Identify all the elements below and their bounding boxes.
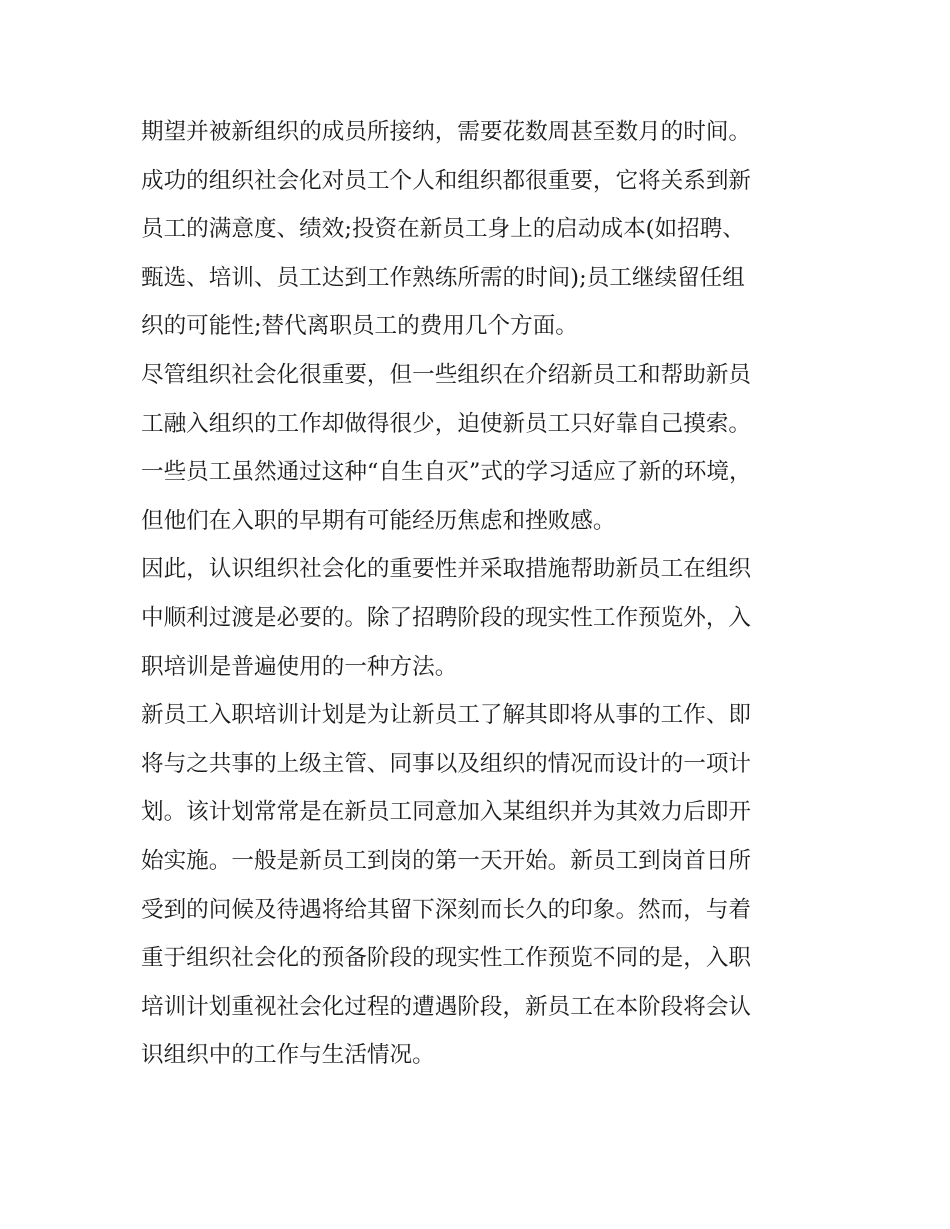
text-line: 培训计划重视社会化过程的遭遇阶段，新员工在本阶段将会认 (141, 993, 752, 1020)
text-line: 划。该计划常常是在新员工同意加入某组织并为其效力后即开 (141, 799, 752, 826)
text-line: 甄选、培训、员工达到工作熟练所需的时间);员工继续留任组 (141, 264, 745, 291)
text-line: 识组织中的工作与生活情况。 (141, 1042, 435, 1069)
text-line: 但他们在入职的早期有可能经历焦虑和挫败感。 (141, 507, 616, 534)
text-line: 职培训是普遍使用的一种方法。 (141, 653, 458, 680)
document-body (141, 108, 816, 1080)
text-line: 将与之共事的上级主管、同事以及组织的情况而设计的一项计 (141, 750, 752, 777)
text-line: 因此，认识组织社会化的重要性并采取措施帮助新员工在组织 (141, 556, 752, 583)
text-line: 尽管组织社会化很重要，但一些组织在介绍新员工和帮助新员 (141, 361, 752, 388)
text-line: 一些员工虽然通过这种“自生自灭”式的学习适应了新的环境， (141, 459, 752, 486)
text-line: 始实施。一般是新员工到岗的第一天开始。新员工到岗首日所 (141, 847, 752, 874)
text-line: 中顺利过渡是必要的。除了招聘阶段的现实性工作预览外，入 (141, 604, 752, 631)
text-line: 期望并被新组织的成员所接纳，需要花数周甚至数月的时间。 (141, 119, 752, 145)
text-line: 工融入组织的工作却做得很少，迫使新员工只好靠自己摸索。 (141, 410, 752, 437)
text-line: 员工的满意度、绩效;投资在新员工身上的启动成本(如招聘、 (141, 216, 745, 243)
text-line: 织的可能性;替代离职员工的费用几个方面。 (141, 313, 578, 340)
text-line: 新员工入职培训计划是为让新员工了解其即将从事的工作、即 (141, 702, 752, 729)
text-line: 受到的问候及待遇将给其留下深刻而长久的印象。然而，与着 (141, 896, 752, 923)
text-line: 重于组织社会化的预备阶段的现实性工作预览不同的是，入职 (141, 945, 752, 972)
text-line: 成功的组织社会化对员工个人和组织都很重要，它将关系到新 (141, 167, 752, 194)
